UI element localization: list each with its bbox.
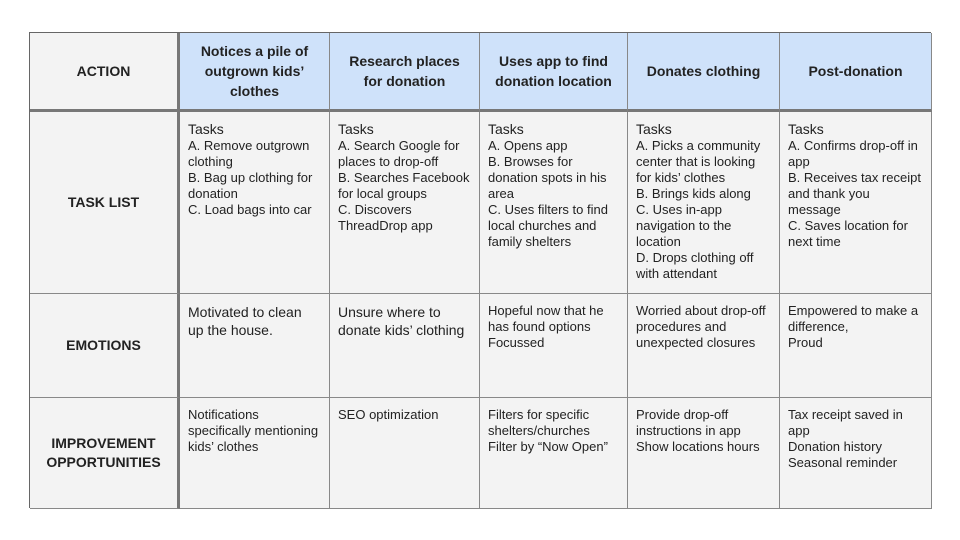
tasks-title: Tasks bbox=[488, 121, 524, 137]
row-label-text: IMPROVEMENT OPPORTUNITIES bbox=[46, 435, 161, 470]
stage-title: Post-donation bbox=[808, 63, 903, 79]
row-label-action bbox=[30, 33, 180, 112]
improvement-item: Tax receipt saved in app bbox=[788, 407, 903, 438]
task-item: B. Searches Facebook for local groups bbox=[338, 170, 470, 201]
stage-title: Research places for donation bbox=[349, 53, 460, 89]
emotion-text: Hopeful now that he has found options Focussed bbox=[488, 303, 604, 350]
improvement-cell-1 bbox=[180, 398, 330, 509]
task-item: A. Opens app bbox=[488, 138, 568, 153]
task-item: B. Browses for donation spots in his area bbox=[488, 154, 607, 201]
tasks-title: Tasks bbox=[788, 121, 824, 137]
improvement-item: Filter by “Now Open” bbox=[488, 439, 608, 454]
improvement-item: Show locations hours bbox=[636, 439, 760, 454]
improvement-item: Filters for specific shelters/churches bbox=[488, 407, 590, 438]
task-item: B. Bag up clothing for donation bbox=[188, 170, 313, 201]
stage-header-5 bbox=[780, 33, 932, 112]
stage-title: Donates clothing bbox=[646, 63, 761, 79]
improvement-cell-5 bbox=[780, 398, 932, 509]
stage-header-1 bbox=[180, 33, 330, 112]
emotion-cell-4 bbox=[628, 294, 780, 398]
tasks-title: Tasks bbox=[338, 121, 374, 137]
task-item: C. Load bags into car bbox=[188, 202, 312, 217]
task-item: C. Uses in-app navigation to the location bbox=[636, 202, 732, 249]
stage-header-2 bbox=[330, 33, 480, 112]
tasks-cell-5 bbox=[780, 112, 932, 294]
task-item: B. Receives tax receipt and thank you message bbox=[788, 170, 921, 217]
task-item: D. Drops clothing off with attendant bbox=[636, 250, 754, 281]
row-label-emotions bbox=[30, 294, 180, 398]
emotion-text: Worried about drop-off procedures and unexpected closures bbox=[636, 303, 766, 350]
tasks-cell-3 bbox=[480, 112, 628, 294]
task-item: A. Remove outgrown clothing bbox=[188, 138, 310, 169]
task-item: C. Discovers ThreadDrop app bbox=[338, 202, 433, 233]
improvement-item: Donation history bbox=[788, 439, 882, 454]
emotion-text: Empowered to make a difference, Proud bbox=[788, 303, 919, 350]
row-label-improvement bbox=[30, 398, 180, 509]
tasks-title: Tasks bbox=[636, 121, 672, 137]
improvement-cell-3 bbox=[480, 398, 628, 509]
row-label-task-list bbox=[30, 112, 180, 294]
task-item: A. Confirms drop-off in app bbox=[788, 138, 918, 169]
stage-title: Uses app to find donation location bbox=[495, 53, 612, 89]
emotion-text: Unsure where to donate kids’ clothing bbox=[338, 304, 465, 338]
stage-header-3 bbox=[480, 33, 628, 112]
emotion-cell-1 bbox=[180, 294, 330, 398]
emotion-text: Motivated to clean up the house. bbox=[188, 304, 302, 338]
task-item: A. Picks a community center that is looking for kids’ clothes bbox=[636, 138, 761, 185]
task-item: C. Uses filters to find local churches and family shelters bbox=[488, 202, 608, 249]
task-item: C. Saves location for next time bbox=[788, 218, 908, 249]
emotion-cell-2 bbox=[330, 294, 480, 398]
stage-header-4 bbox=[628, 33, 780, 112]
tasks-cell-2 bbox=[330, 112, 480, 294]
improvement-item: Notifications specifically mentioning kids’ clothes bbox=[188, 407, 319, 454]
improvement-cell-4 bbox=[628, 398, 780, 509]
journey-map-grid bbox=[29, 32, 931, 508]
improvement-item: Provide drop-off instructions in app bbox=[636, 407, 741, 438]
stage-title: Notices a pile of outgrown kids’ clothes bbox=[200, 43, 309, 99]
improvement-item: SEO optimization bbox=[338, 407, 439, 422]
row-label-text: ACTION bbox=[76, 62, 131, 79]
tasks-cell-1 bbox=[180, 112, 330, 294]
tasks-title: Tasks bbox=[188, 121, 224, 137]
row-label-text: TASK LIST bbox=[67, 194, 140, 210]
emotion-cell-5 bbox=[780, 294, 932, 398]
task-item: B. Brings kids along bbox=[636, 186, 751, 201]
tasks-cell-4 bbox=[628, 112, 780, 294]
improvement-cell-2 bbox=[330, 398, 480, 509]
task-item: A. Search Google for places to drop-off bbox=[338, 138, 460, 169]
improvement-item: Seasonal reminder bbox=[788, 455, 898, 470]
row-label-text: EMOTIONS bbox=[66, 337, 141, 353]
emotion-cell-3 bbox=[480, 294, 628, 398]
